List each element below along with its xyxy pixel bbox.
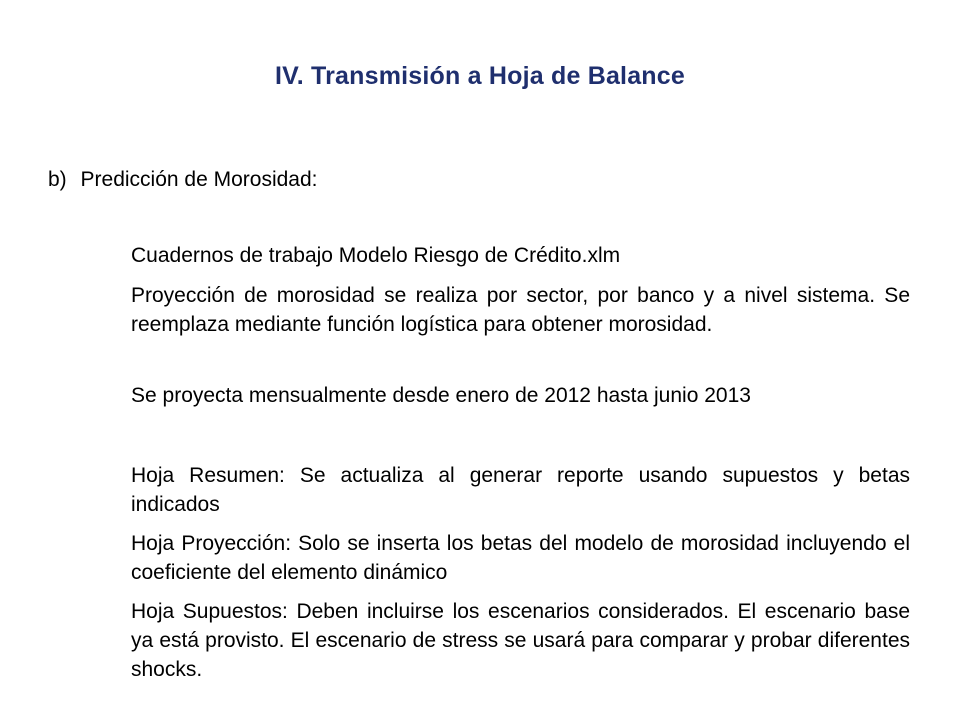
paragraph-workbook: Cuadernos de trabajo Modelo Riesgo de Crédito.xlm (131, 244, 621, 267)
paragraph-projection-sheet: Hoja Proyección: Solo se inserta los betas del modelo de morosidad incluyendo el coeficiente del elemento dinámico (131, 532, 910, 584)
section-heading-text: Predicción de Morosidad: (80, 168, 318, 191)
paragraph-assumptions-sheet: Hoja Supuestos: Deben incluirse los escenarios considerados. El escenario base ya está provisto. El escenario de stress se usará para comparar y probar diferentes shocks. (131, 600, 910, 681)
section-heading (48, 166, 318, 194)
section-marker: b) (48, 168, 67, 191)
paragraph-projection-period: Se proyecta mensualmente desde enero de 2012 hasta junio 2013 (131, 384, 751, 407)
paragraph-projection-method: Proyección de morosidad se realiza por sector, por banco y a nivel sistema. Se reemplaza mediante función logística para obtener morosidad. (131, 284, 910, 336)
slide-title: IV. Transmisión a Hoja de Balance (274, 62, 685, 90)
paragraph-summary-sheet: Hoja Resumen: Se actualiza al generar reporte usando supuestos y betas indicados (131, 464, 910, 516)
